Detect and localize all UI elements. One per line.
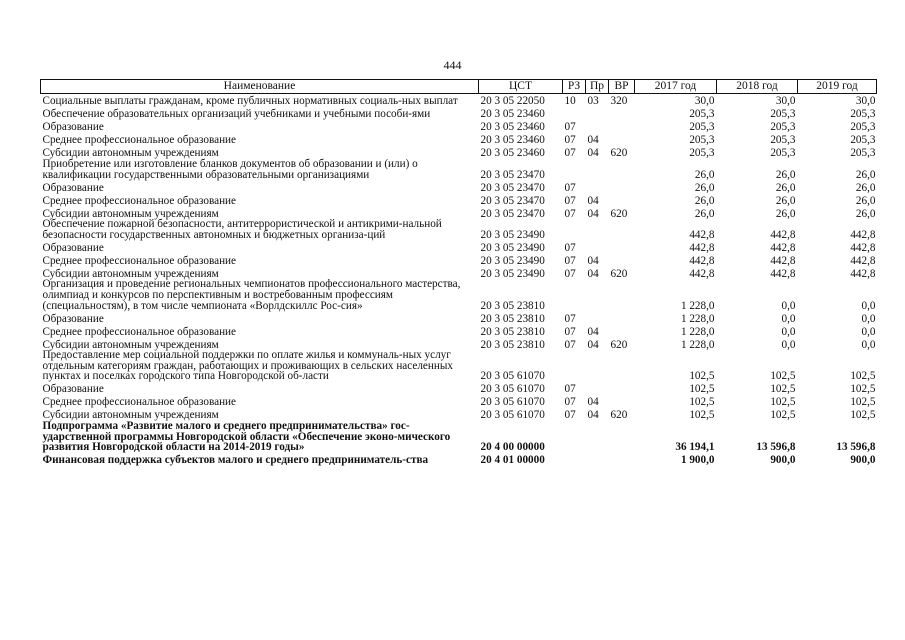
table-row	[41, 253, 877, 266]
header-2018: 2018 год	[717, 80, 798, 94]
cell-vr	[609, 395, 635, 408]
cell-name: Предоставление мер социальной поддержки по оплате жилья и коммуналь-ных услуг отдельным категориям граждан, работающих и проживающих в сельских населенных пунктах и поселках городского типа Новгородской об-ласти	[42, 349, 453, 383]
cell-rz	[563, 159, 586, 180]
cell-y2017: 102,5	[689, 396, 715, 409]
cell-vr	[609, 350, 635, 382]
cell-pr: 04	[587, 254, 599, 267]
header-cst: ЦСТ	[479, 80, 563, 94]
cell-pr: 04	[587, 207, 599, 220]
cell-rz: 07	[564, 409, 576, 422]
table-row	[41, 240, 877, 253]
table-row	[41, 408, 877, 421]
cell-y2017: 1 228,0	[680, 338, 715, 351]
cell-name: Субсидии автономным учреждениям	[42, 338, 219, 351]
cell-rz: 07	[564, 181, 576, 194]
cell-pr	[586, 159, 609, 180]
table-row	[41, 279, 877, 311]
cell-cst: 20 3 05 23490	[480, 241, 545, 254]
cell-cst: 20 3 05 23810	[480, 312, 545, 325]
cell-rz: 07	[564, 338, 576, 351]
cell-name: Образование	[42, 181, 104, 194]
cell-y2017: 26,0	[694, 194, 715, 207]
cell-pr: 04	[587, 396, 599, 409]
table-row	[41, 120, 877, 133]
cell-y2017: 205,3	[689, 121, 715, 134]
cell-name: Приобретение или изготовление бланков документов об образовании и (или) о квалификации государственными образовательными организациями	[42, 158, 418, 181]
cell-y2018: 205,3	[770, 134, 796, 147]
cell-vr: 620	[610, 409, 628, 422]
cell-y2017: 26,0	[694, 207, 715, 220]
cell-y2019: 442,8	[850, 267, 876, 280]
cell-cst: 20 3 05 22050	[480, 95, 545, 108]
cell-rz: 07	[564, 254, 576, 267]
cell-pr	[586, 279, 609, 311]
cell-vr	[609, 107, 635, 120]
cell-y2017: 442,8	[689, 267, 715, 280]
cell-pr: 03	[587, 95, 599, 108]
cell-name: Финансовая поддержка субъектов малого и среднего предприниматель-ства	[42, 454, 429, 467]
cell-cst: 20 3 05 23470	[480, 207, 545, 220]
cell-cst: 20 3 05 23490	[480, 228, 545, 241]
cell-name: Субсидии автономным учреждениям	[42, 147, 219, 160]
cell-rz: 07	[564, 121, 576, 134]
table-row	[41, 107, 877, 120]
cell-cst: 20 3 05 23460	[480, 108, 545, 121]
cell-y2017: 1 228,0	[680, 325, 715, 338]
table-row	[41, 159, 877, 180]
table-row	[41, 324, 877, 337]
budget-table	[40, 79, 877, 466]
cell-y2017: 1 228,0	[680, 312, 715, 325]
cell-y2019: 442,8	[850, 241, 876, 254]
cell-cst: 20 3 05 23490	[480, 254, 545, 267]
cell-pr	[586, 107, 609, 120]
cell-name: Среднее профессиональное образование	[42, 325, 237, 338]
cell-vr: 320	[610, 95, 628, 108]
cell-rz	[563, 279, 586, 311]
cell-name: Социальные выплаты гражданам, кроме публичных нормативных социаль-ных выплат	[42, 95, 458, 108]
cell-cst: 20 3 05 61070	[480, 409, 545, 422]
cell-y2019: 26,0	[855, 168, 876, 181]
cell-rz: 07	[564, 134, 576, 147]
cell-vr	[609, 311, 635, 324]
cell-y2019: 442,8	[850, 228, 876, 241]
cell-name: Организация и проведение региональных чемпионатов профессионального мастерства, олимпиад и конкурсов по перспективным и востребованным профессиям (специальностям), в том числе чемпионата «Ворлдскиллс Рос-сия»	[42, 278, 461, 312]
cell-name: Обеспечение образовательных организаций учебниками и учебными пособи-ями	[42, 108, 431, 121]
cell-y2019: 13 596,8	[836, 441, 876, 454]
cell-pr	[586, 421, 609, 453]
cell-y2018: 0,0	[781, 338, 796, 351]
cell-y2017: 1 228,0	[680, 299, 715, 312]
cell-name: Обеспечение пожарной безопасности, антитеррористической и антикрими-нальной безопасности государственных автономных и бюджетных организа-ций	[42, 218, 442, 241]
cell-name: Образование	[42, 312, 104, 325]
header-name: Наименование	[41, 80, 479, 94]
cell-name: Субсидии автономным учреждениям	[42, 207, 219, 220]
cell-y2019: 0,0	[861, 338, 876, 351]
cell-cst: 20 3 05 23810	[480, 325, 545, 338]
cell-vr	[609, 324, 635, 337]
cell-y2017: 26,0	[694, 168, 715, 181]
cell-y2019: 0,0	[861, 299, 876, 312]
cell-cst: 20 3 05 23810	[480, 299, 545, 312]
cell-y2019: 0,0	[861, 325, 876, 338]
cell-vr	[609, 421, 635, 453]
cell-y2017: 205,3	[689, 108, 715, 121]
table-row	[41, 382, 877, 395]
cell-y2019: 102,5	[850, 370, 876, 383]
cell-y2017: 1 900,0	[680, 454, 715, 467]
header-2017: 2017 год	[635, 80, 717, 94]
cell-pr	[586, 311, 609, 324]
cell-y2018: 0,0	[781, 299, 796, 312]
cell-rz: 07	[564, 207, 576, 220]
cell-y2019: 102,5	[850, 396, 876, 409]
cell-y2018: 102,5	[770, 370, 796, 383]
cell-y2019: 26,0	[855, 181, 876, 194]
cell-rz	[563, 453, 586, 466]
cell-y2017: 442,8	[689, 241, 715, 254]
cell-cst: 20 3 05 61070	[480, 383, 545, 396]
cell-pr: 04	[587, 147, 599, 160]
cell-vr: 620	[610, 147, 628, 160]
cell-y2017: 102,5	[689, 370, 715, 383]
cell-y2017: 30,0	[694, 95, 715, 108]
cell-y2018: 900,0	[770, 454, 796, 467]
cell-vr	[609, 193, 635, 206]
cell-y2018: 205,3	[770, 121, 796, 134]
cell-y2019: 442,8	[850, 254, 876, 267]
cell-y2018: 26,0	[775, 181, 796, 194]
cell-vr	[609, 240, 635, 253]
cell-name: Подпрограмма «Развитие малого и среднего предпринимательства» гос-ударственной программы Новгородской области «Обеспечение эконо-мического развития Новгородской области на 2014-2019 годы»	[42, 419, 451, 454]
cell-y2019: 0,0	[861, 312, 876, 325]
cell-y2018: 26,0	[775, 194, 796, 207]
cell-cst: 20 3 05 23460	[480, 134, 545, 147]
cell-y2019: 900,0	[850, 454, 876, 467]
cell-vr	[609, 159, 635, 180]
cell-rz: 07	[564, 312, 576, 325]
cell-rz: 07	[564, 241, 576, 254]
cell-vr	[609, 120, 635, 133]
cell-pr: 04	[587, 409, 599, 422]
cell-y2019: 26,0	[855, 207, 876, 220]
cell-pr: 04	[587, 267, 599, 280]
cell-y2018: 30,0	[775, 95, 796, 108]
cell-pr: 04	[587, 134, 599, 147]
cell-y2018: 0,0	[781, 312, 796, 325]
cell-y2018: 26,0	[775, 207, 796, 220]
cell-y2017: 442,8	[689, 228, 715, 241]
cell-cst: 20 3 05 61070	[480, 370, 545, 383]
cell-rz: 07	[564, 383, 576, 396]
cell-cst: 20 3 05 23460	[480, 147, 545, 160]
cell-pr: 04	[587, 338, 599, 351]
cell-vr	[609, 133, 635, 146]
cell-y2018: 0,0	[781, 325, 796, 338]
cell-y2019: 205,3	[850, 147, 876, 160]
cell-name: Среднее профессиональное образование	[42, 194, 237, 207]
cell-rz: 07	[564, 147, 576, 160]
cell-y2017: 102,5	[689, 409, 715, 422]
cell-y2018: 205,3	[770, 147, 796, 160]
table-row	[41, 219, 877, 240]
cell-name: Субсидии автономным учреждениям	[42, 409, 219, 422]
cell-cst: 20 4 01 00000	[480, 454, 545, 467]
table-row	[41, 193, 877, 206]
cell-y2017: 102,5	[689, 383, 715, 396]
cell-rz	[563, 350, 586, 382]
cell-cst: 20 3 05 61070	[480, 396, 545, 409]
cell-rz	[563, 421, 586, 453]
cell-pr: 04	[587, 325, 599, 338]
cell-y2017: 205,3	[689, 134, 715, 147]
cell-y2018: 102,5	[770, 396, 796, 409]
cell-vr: 620	[610, 338, 628, 351]
cell-cst: 20 3 05 23470	[480, 168, 545, 181]
cell-y2018: 13 596,8	[756, 441, 796, 454]
cell-name: Образование	[42, 241, 104, 254]
table-row	[41, 350, 877, 382]
header-vr: ВР	[609, 80, 635, 94]
cell-y2019: 205,3	[850, 108, 876, 121]
cell-cst: 20 3 05 23470	[480, 194, 545, 207]
table-row	[41, 395, 877, 408]
cell-pr	[586, 350, 609, 382]
cell-y2018: 26,0	[775, 168, 796, 181]
cell-y2018: 102,5	[770, 409, 796, 422]
table-row	[41, 94, 877, 108]
cell-y2019: 26,0	[855, 194, 876, 207]
cell-y2019: 30,0	[855, 95, 876, 108]
cell-name: Среднее профессиональное образование	[42, 254, 237, 267]
cell-vr	[609, 180, 635, 193]
cell-y2017: 36 194,1	[675, 441, 715, 454]
cell-y2019: 102,5	[850, 409, 876, 422]
cell-y2019: 205,3	[850, 121, 876, 134]
cell-rz: 07	[564, 396, 576, 409]
header-rz: РЗ	[563, 80, 586, 94]
cell-y2017: 442,8	[689, 254, 715, 267]
cell-cst: 20 3 05 23460	[480, 121, 545, 134]
cell-name: Среднее профессиональное образование	[42, 134, 237, 147]
cell-rz: 07	[564, 194, 576, 207]
page-number: 444	[443, 58, 462, 72]
cell-pr	[586, 240, 609, 253]
cell-vr	[609, 219, 635, 240]
cell-y2018: 442,8	[770, 228, 796, 241]
cell-pr: 04	[587, 194, 599, 207]
cell-y2018: 102,5	[770, 383, 796, 396]
table-row	[41, 133, 877, 146]
cell-name: Образование	[42, 121, 104, 134]
table-header-row	[41, 80, 877, 94]
header-2019: 2019 год	[798, 80, 877, 94]
cell-pr	[586, 180, 609, 193]
table-row	[41, 421, 877, 453]
table-row	[41, 311, 877, 324]
cell-cst: 20 4 00 00000	[480, 441, 545, 454]
cell-rz	[563, 219, 586, 240]
cell-y2017: 26,0	[694, 181, 715, 194]
cell-y2018: 442,8	[770, 241, 796, 254]
cell-pr	[586, 453, 609, 466]
cell-y2018: 442,8	[770, 267, 796, 280]
cell-y2019: 102,5	[850, 383, 876, 396]
cell-vr	[609, 253, 635, 266]
cell-vr	[609, 453, 635, 466]
cell-name: Образование	[42, 383, 104, 396]
cell-name: Субсидии автономным учреждениям	[42, 267, 219, 280]
cell-y2018: 442,8	[770, 254, 796, 267]
cell-cst: 20 3 05 23810	[480, 338, 545, 351]
cell-pr	[586, 382, 609, 395]
cell-name: Среднее профессиональное образование	[42, 396, 237, 409]
cell-cst: 20 3 05 23490	[480, 267, 545, 280]
cell-rz: 07	[564, 267, 576, 280]
cell-pr	[586, 219, 609, 240]
cell-rz	[563, 107, 586, 120]
cell-vr	[609, 279, 635, 311]
cell-y2019: 205,3	[850, 134, 876, 147]
cell-vr: 620	[610, 207, 628, 220]
cell-pr	[586, 120, 609, 133]
cell-vr	[609, 382, 635, 395]
cell-y2018: 205,3	[770, 108, 796, 121]
cell-y2017: 205,3	[689, 147, 715, 160]
cell-vr: 620	[610, 267, 628, 280]
cell-rz: 10	[564, 95, 576, 108]
table-row	[41, 180, 877, 193]
header-pr: Пр	[586, 80, 609, 94]
table-row	[41, 453, 877, 466]
cell-cst: 20 3 05 23470	[480, 181, 545, 194]
cell-rz: 07	[564, 325, 576, 338]
